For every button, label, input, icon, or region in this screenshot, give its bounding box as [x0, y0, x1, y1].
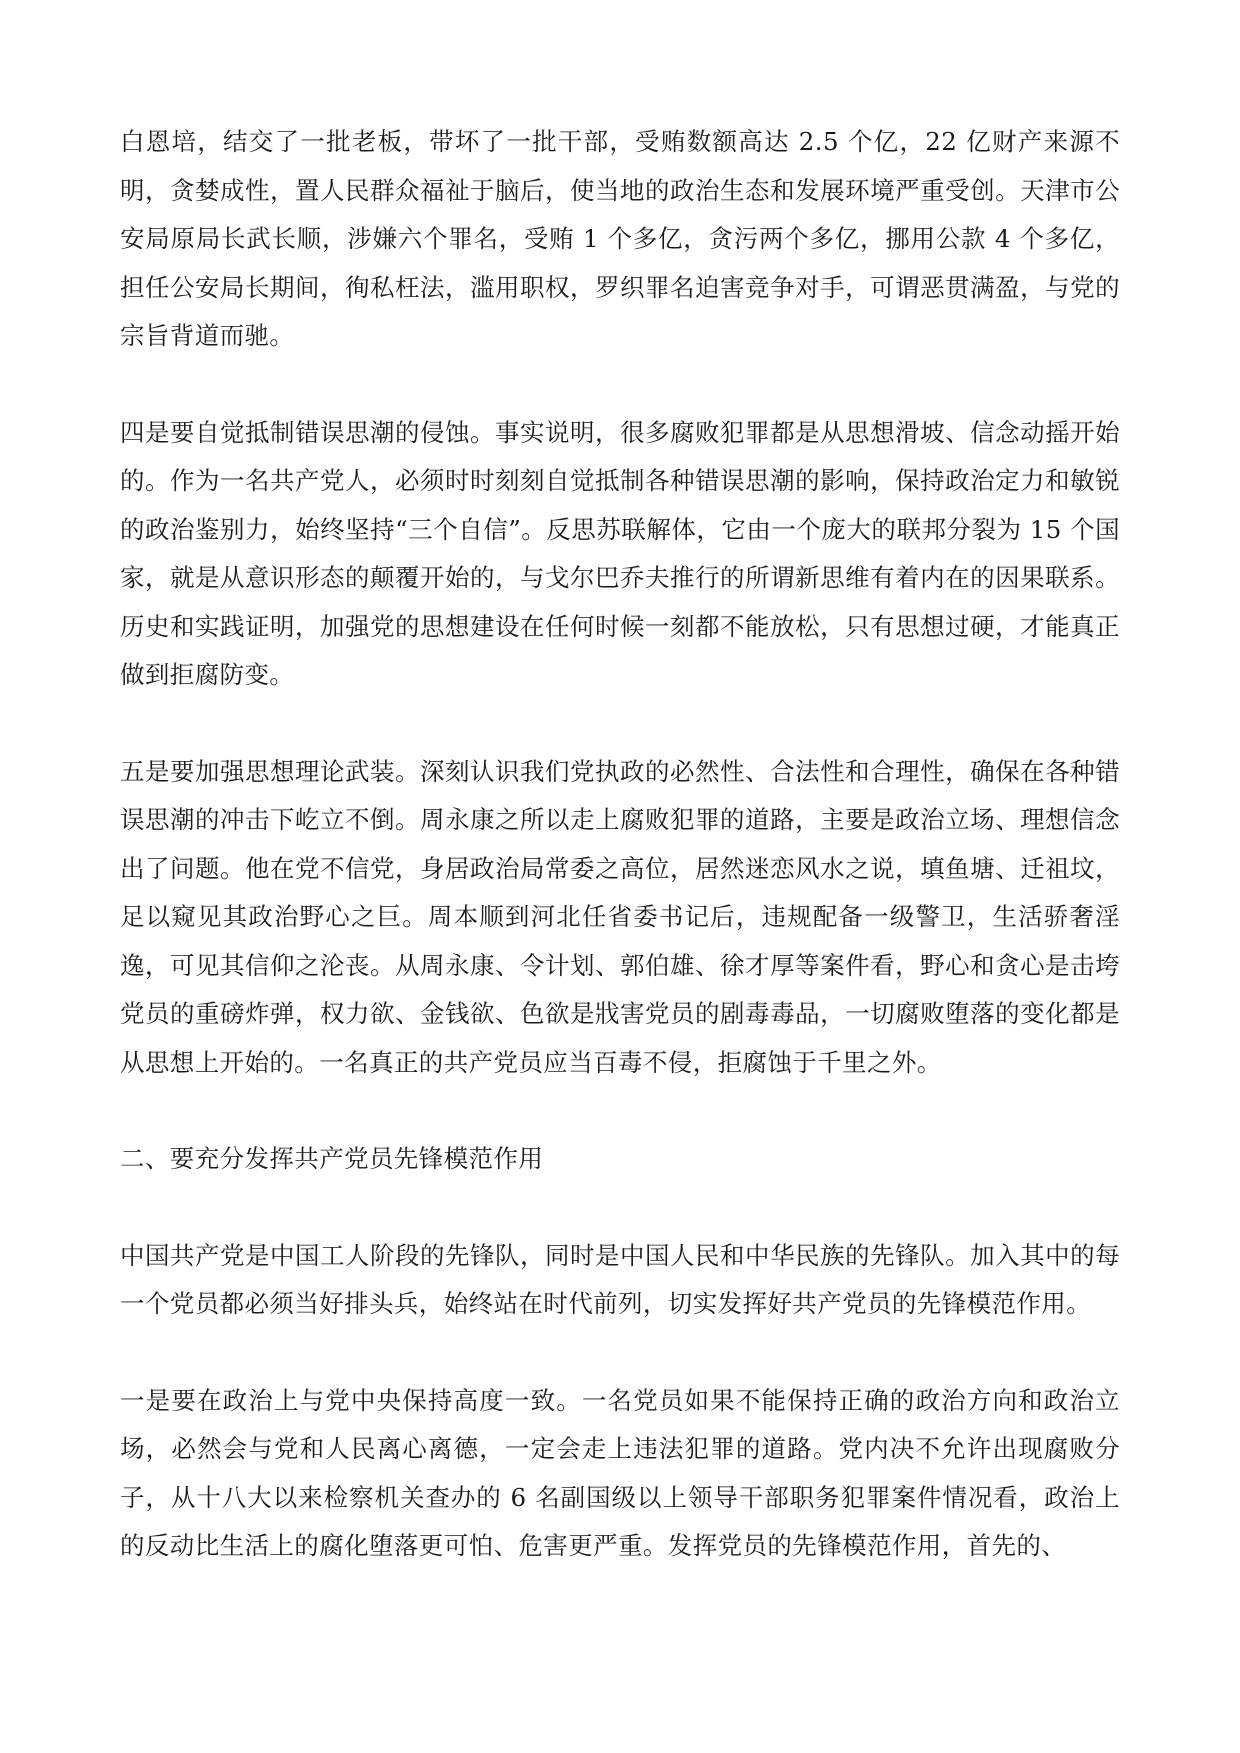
paragraph-theoretical-armament: 五是要加强思想理论武装。深刻认识我们党执政的必然性、合法性和合理性，确保在各种错误思潮的冲击下屹立不倒。周永康之所以走上腐败犯罪的道路，主要是政治立场、理想信念出了问题。他在党不信党，身居政治局常委之高位，居然迷恋风水之说，填鱼塘、迁祖坟，足以窥见其政治野心之巨。周本顺到河北任省委书记后，违规配备一级警卫，生活骄奢淫逸，可见其信仰之沦丧。从周永康、令计划、郭伯雄、徐才厚等案件看，野心和贪心是击垮党员的重磅炸弹，权力欲、金钱欲、色欲是戕害党员的剧毒毒品，一切腐败堕落的变化都是从思想上开始的。一名真正的共产党员应当百毒不侵，拒腐蚀于千里之外。	[120, 756, 1120, 1077]
document-body	[120, 118, 1120, 1571]
paragraph-spacer	[120, 700, 1120, 748]
section-heading: 二、要充分发挥共产党员先锋模范作用	[120, 1144, 544, 1173]
paragraph-spacer	[120, 1087, 1120, 1135]
paragraph-corruption-cases: 白恩培，结交了一批老板，带坏了一批干部，受贿数额高达 2.5 个亿，22 亿财产来源不明，贪婪成性，置人民群众福祉于脑后，使当地的政治生态和发展环境严重受创。天津市公安局原局长武长顺，涉嫌六个罪名，受贿 1 个多亿，贪污两个多亿，挪用公款 4 个多亿，担任公安局长期间，徇私枉法，滥用职权，罗织罪名迫害竞争对手，可谓恶贯满盈，与党的宗旨背道而驰。	[120, 127, 1120, 350]
paragraph-spacer	[120, 1184, 1120, 1232]
paragraph-vanguard-role: 中国共产党是中国工人阶段的先锋队，同时是中国人民和中华民族的先锋队。加入其中的每一个党员都必须当好排头兵，始终站在时代前列，切实发挥好共产党员的先锋模范作用。	[120, 1240, 1120, 1318]
paragraph-spacer	[120, 361, 1120, 409]
paragraph-political-alignment: 一是要在政治上与党中央保持高度一致。一名党员如果不能保持正确的政治方向和政治立场，必然会与党和人民离心离德，一定会走上违法犯罪的道路。党内决不允许出现腐败分子，从十八大以来检察机关查办的 6 名副国级以上领导干部职务犯罪案件情况看，政治上的反动比生活上的腐化堕落更可怕、危害更严重。发挥党员的先锋模范作用，首先的、	[120, 1385, 1120, 1560]
paragraph-resist-erroneous-trends: 四是要自觉抵制错误思潮的侵蚀。事实说明，很多腐败犯罪都是从思想滑坡、信念动摇开始的。作为一名共产党人，必须时时刻刻自觉抵制各种错误思潮的影响，保持政治定力和敏锐的政治鉴别力，始终坚持“三个自信”。反思苏联解体，它由一个庞大的联邦分裂为 15 个国家，就是从意识形态的颠覆开始的，与戈尔巴乔夫推行的所谓新思维有着内在的因果联系。历史和实践证明，加强党的思想建设在任何时候一刻都不能放松，只有思想过硬，才能真正做到拒腐防变。	[120, 417, 1120, 689]
paragraph-spacer	[120, 1329, 1120, 1377]
